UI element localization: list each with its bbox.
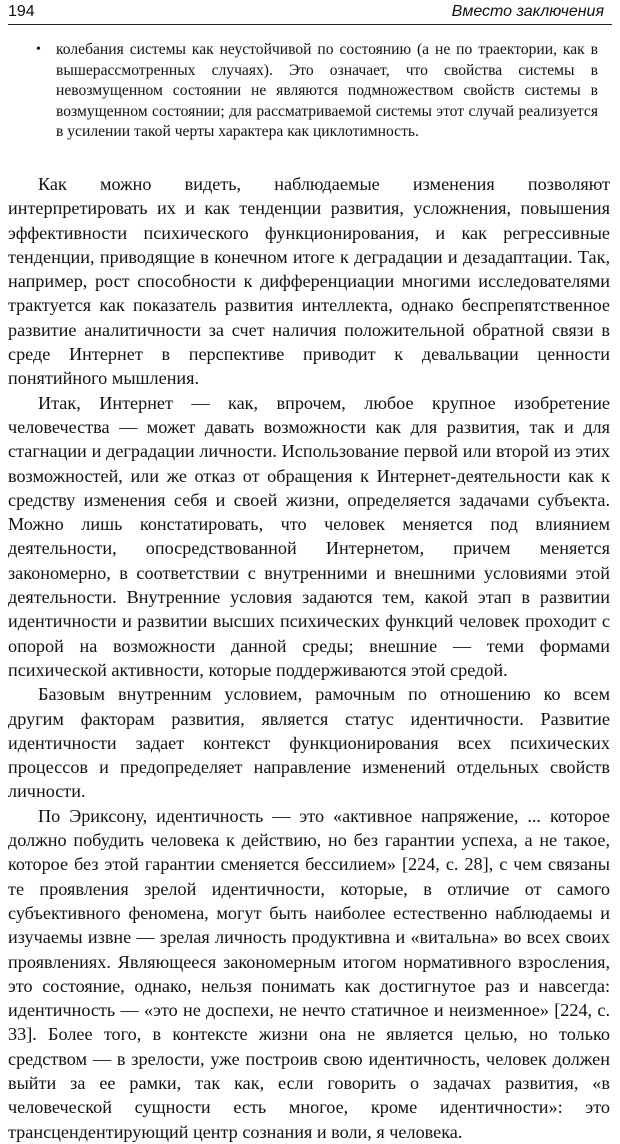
paragraph: Как можно видеть, наблюдаемые изменения позволяют интерпретировать их и как тенденции развития, усложнения, повышения эффективности психического функционирования, и как регрессивные тенденции, приводящие в конечном итоге к деградации и дезадаптации. Так, например, рост способности к дифференциации многими исследователями трактуется как показатель развития интеллекта, однако беспрепятственное развитие аналитичности за счет наличия положительной обратной связи в среде Интернет в перспективе приводит к девальвации ценности понятийного мышления. [8,174,610,389]
page-number: 194 [8,3,35,20]
running-head [8,2,612,25]
paragraph: Базовым внутренним условием, рамочным по отношению ко всем другим факторам развития, является статус идентичности. Развитие идентичности задает контекст функционирования всех психических процессов и предопределяет направление изменений отдельных свойств личности. [8,684,610,802]
body-text [8,172,610,1144]
chapter-title: Вместо заключения [451,3,604,20]
bullet-text: колебания системы как неустойчивой по состоянию (а не по траектории, как в вышерассмотренных случаях). Это означает, что свойства системы в невозмущенном состоянии не являются подмножеством свойств системы в возмущенном состоянии; для рассматриваемой системы этот случай реализуется в усилении такой черты характера как циклотимность. [56,41,598,141]
bullet-icon: • [36,42,41,57]
paragraph: По Эриксону, идентичность — это «активное напряжение, ... которое должно побудить человека к действию, но без гарантии успеха, а не такое, которое без этой гарантии сменяется бессилием» [224, с. 28], с чем связаны те проявления зрелой идентичности, которые, в отличие от самого субъективного феномена, могут быть наиболее естественно наблюдаемы и изучаемы извне — зрелая личность продуктивна и «витальна» во всех своих проявлениях. Являющееся закономерным итогом нормативного взросления, это состояние, однако, нельзя понимать как достигнутое раз и навсегда: идентичность — «это не доспехи, не нечто статичное и неизменное» [224, с. 33]. Более того, в контексте жизни она не является целью, но только средством — в зрелости, уже построив свою идентичность, человек должен выйти за ее рамки, так как, если говорить о задачах развития, «в человеческой сущности есть многое, кроме идентичности»: это трансцендентирующий центр сознания и воли, я человека. [8,805,610,1142]
paragraph: Итак, Интернет — как, впрочем, любое крупное изобретение человечества — может давать возможности как для развития, так и для стагнации и деградации личности. Использование первой или второй из этих возможностей, или же отказ от обращения к Интернет-деятельности как к средству изменения себя и своей жизни, определяется задачами субъекта. Можно лишь констатировать, что человек меняется под влиянием деятельности, опосредствованной Интернетом, причем меняется закономерно, в соответствии с внутренними и внешними условиями этой деятельности. Внутренние условия задаются тем, какой этап в развитии идентичности и развитии высших психических функций человек проходит с опорой на возможности данной среды; внешние — теми формами психической активности, которые поддерживаются этой средой. [8,392,610,680]
bullet-list-item [36,40,598,143]
